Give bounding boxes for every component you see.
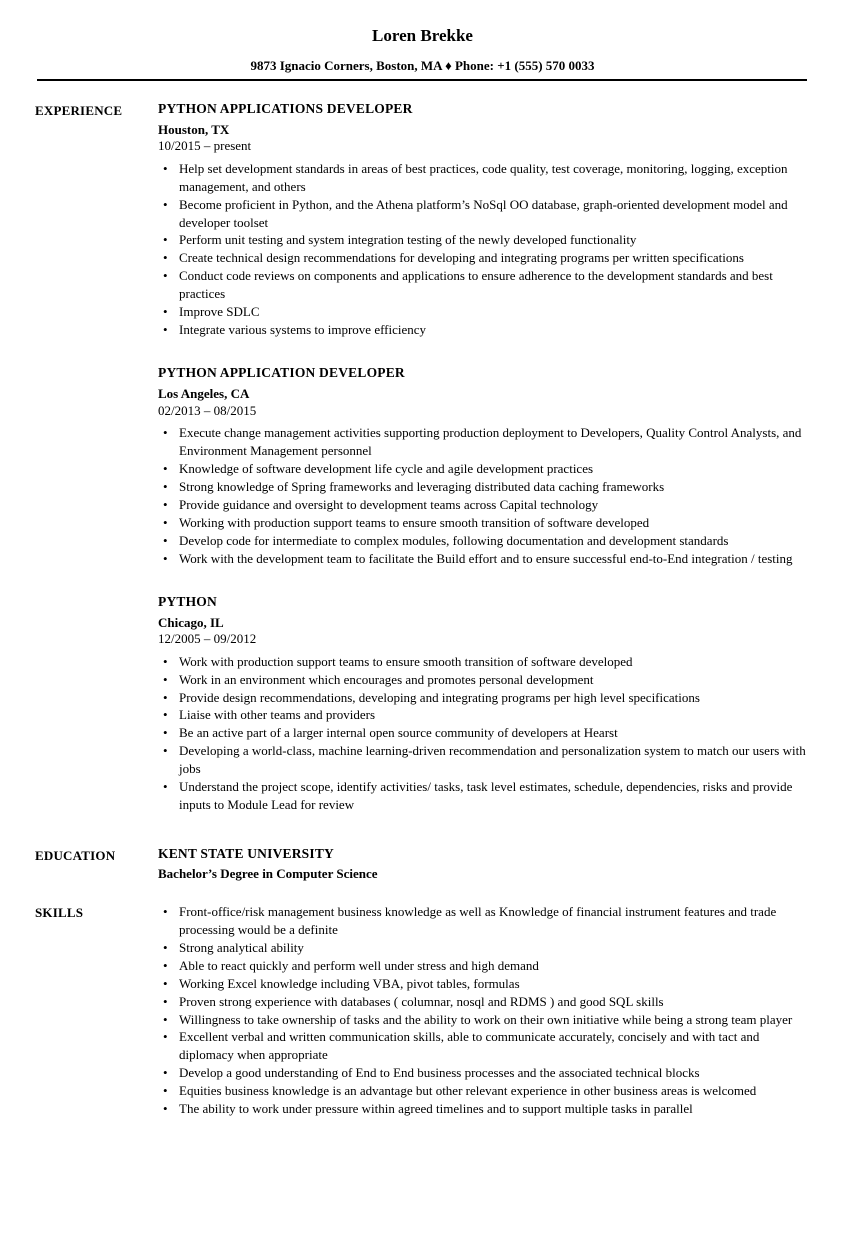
bullet-item: • Strong knowledge of Spring frameworks and leveraging distributed data caching frameworks	[158, 478, 810, 496]
bullet-item: • Execute change management activities supporting production deployment to Developers, Quality Control Analysts, and Environment Management personnel	[158, 424, 810, 460]
experience-content	[158, 101, 810, 814]
bullet-item: • Become proficient in Python, and the Athena platform’s NoSql OO database, graph-oriented development model and developer toolset	[158, 196, 810, 232]
bullet-item: • Able to react quickly and perform well under stress and high demand	[158, 957, 810, 975]
job-location: Chicago, IL	[158, 614, 224, 630]
job-entry-2	[158, 365, 810, 568]
bullet-item: • Front-office/risk management business knowledge as well as Knowledge of financial instrument features and trade processing would be a definite	[158, 903, 810, 939]
bullet-item: • Provide design recommendations, developing and integrating programs per high level specifications	[158, 689, 810, 707]
job-title: PYTHON APPLICATION DEVELOPER	[158, 365, 405, 381]
job-dates: 02/2013 – 08/2015	[158, 402, 257, 418]
bullet-item: • Excellent verbal and written communication skills, able to communicate accurately, concisely and with tact and diplomacy when appropriate	[158, 1028, 810, 1064]
bullet-item: • Create technical design recommendations for developing and integrating programs per written specifications	[158, 249, 810, 267]
school-name: KENT STATE UNIVERSITY	[158, 846, 335, 862]
job-location: Houston, TX	[158, 121, 230, 137]
bullet-item: • Liaise with other teams and providers	[158, 706, 810, 724]
experience-section	[35, 101, 810, 814]
bullet-item: • Work in an environment which encourages and promotes personal development	[158, 671, 810, 689]
bullet-item: • Knowledge of software development life cycle and agile development practices	[158, 460, 810, 478]
job-entry-3	[158, 594, 810, 814]
bullet-item: • Perform unit testing and system integration testing of the newly developed functionality	[158, 231, 810, 249]
bullet-item: • Develop a good understanding of End to End business processes and the associated technical blocks	[158, 1064, 810, 1082]
bullet-item: • Help set development standards in areas of best practices, code quality, test coverage, monitoring, logging, exception management, and others	[158, 160, 810, 196]
job-bullet-list	[158, 653, 810, 814]
bullet-item: • Developing a world-class, machine learning-driven recommendation and personalization system to match our users with jobs	[158, 742, 810, 778]
bullet-item: • Understand the project scope, identify activities/ tasks, task level estimates, schedule, dependencies, risks and provide inputs to Module Lead for review	[158, 778, 810, 814]
job-entry-1	[158, 101, 810, 339]
section-label-skills: SKILLS	[35, 904, 84, 920]
bullet-item: • The ability to work under pressure within agreed timelines and to support multiple tasks in parallel	[158, 1100, 810, 1118]
job-dates: 10/2015 – present	[158, 138, 252, 154]
candidate-name: Loren Brekke	[372, 26, 473, 45]
bullet-item: • Strong analytical ability	[158, 939, 810, 957]
section-label-education: EDUCATION	[35, 848, 116, 864]
bullet-item: • Be an active part of a larger internal open source community of developers at Hearst	[158, 724, 810, 742]
degree-name: Bachelor’s Degree in Computer Science	[158, 866, 378, 882]
job-title: PYTHON	[158, 593, 217, 609]
job-bullet-list	[158, 424, 810, 568]
job-bullet-list	[158, 160, 810, 339]
contact-line: 9873 Ignacio Corners, Boston, MA ♦ Phone: +1 (555) 570 0033	[250, 58, 595, 74]
job-location: Los Angeles, CA	[158, 386, 250, 402]
bullet-item: • Willingness to take ownership of tasks and the ability to work on their own initiative while being a strong team player	[158, 1011, 810, 1029]
bullet-item: • Working Excel knowledge including VBA, pivot tables, formulas	[158, 975, 810, 993]
bullet-item: • Working with production support teams to ensure smooth transition of software developed	[158, 514, 810, 532]
bullet-item: • Work with production support teams to ensure smooth transition of software developed	[158, 653, 810, 671]
bullet-item: • Conduct code reviews on components and applications to ensure adherence to the development standards and best practices	[158, 267, 810, 303]
header-divider	[37, 79, 807, 81]
skills-bullet-list	[158, 903, 810, 1118]
job-title: PYTHON APPLICATIONS DEVELOPER	[158, 100, 413, 116]
skills-content	[158, 903, 810, 1118]
education-section	[35, 846, 810, 882]
bullet-item: • Proven strong experience with databases ( columnar, nosql and RDMS ) and good SQL skills	[158, 993, 810, 1011]
bullet-item: • Work with the development team to facilitate the Build effort and to ensure successful end-to-End integration / testing	[158, 550, 810, 568]
skills-section	[35, 903, 810, 1118]
bullet-item: • Equities business knowledge is an advantage but other relevant experience in other business areas is welcomed	[158, 1082, 810, 1100]
section-label-experience: EXPERIENCE	[35, 102, 123, 118]
education-content	[158, 846, 810, 882]
job-dates: 12/2005 – 09/2012	[158, 631, 257, 647]
bullet-item: • Provide guidance and oversight to development teams across Capital technology	[158, 496, 810, 514]
bullet-item: • Develop code for intermediate to complex modules, following documentation and development standards	[158, 532, 810, 550]
bullet-item: • Integrate various systems to improve efficiency	[158, 321, 810, 339]
bullet-item: • Improve SDLC	[158, 303, 810, 321]
resume-header	[35, 25, 810, 74]
